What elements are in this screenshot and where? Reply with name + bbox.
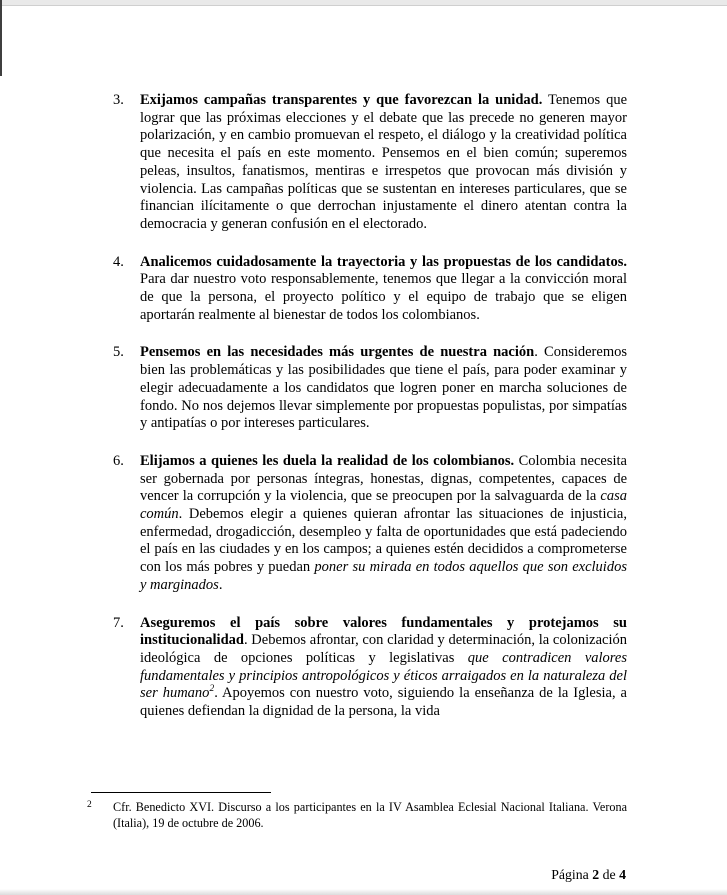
numbered-list bbox=[113, 92, 627, 741]
item-number: 4. bbox=[113, 253, 124, 270]
text-segment: . Consideremos bien las problemáticas y las posibilidades que tiene el país, para poder examinar y elegir adecuadamente a los candidatos que logren poner en marcha soluciones de fondo. No nos dejemos llevar simplemente por propuestas populistas, por simpatías y antipatías o por intereses particulares. bbox=[140, 344, 627, 432]
item-number: 5. bbox=[113, 344, 124, 361]
text-segment: 2 bbox=[209, 684, 215, 695]
list-item bbox=[113, 344, 627, 433]
item-text bbox=[140, 453, 627, 595]
text-segment: que contradicen valores fundamentales y principios antropológicos y éticos arraigados en la naturaleza del ser humano bbox=[140, 649, 627, 702]
footer-prefix: Página bbox=[551, 867, 589, 882]
window-edge-mark bbox=[0, 0, 2, 76]
item-text bbox=[140, 92, 627, 234]
text-segment: . Debemos afrontar, con claridad y determinación, la colonización ideológica de opciones políticas y legislativas bbox=[140, 632, 627, 666]
text-segment: . bbox=[218, 576, 223, 593]
text-segment: Tenemos que lograr que las próximas elecciones y el debate que las precede no generen mayor polarización, y en cambio promuevan el respeto, el diálogo y la creatividad política que necesita el país en este momento. Pensemos en el bien común; superemos peleas, insultos, fanatismos, mentiras e irrespetos que provocan más división y violencia. Las campañas políticas que se sustentan en intereses particulares, que se financian ilícitamente o que derrochan injustamente el dinero atentan contra la democracia y generan confusión en el electorado. bbox=[140, 92, 628, 232]
list-item bbox=[113, 615, 627, 721]
footnote-text: Cfr. Benedicto XVI. Discurso a los participantes en la IV Asamblea Eclesial Nacional Italiana. Verona (Italia), 19 de octubre de 2006. bbox=[113, 800, 627, 831]
text-segment: poner su mirada en todos aquellos que son excluidos y marginados bbox=[140, 559, 627, 593]
list-item bbox=[113, 453, 627, 595]
footer-separator: de bbox=[602, 867, 616, 882]
text-segment: Exijamos campañas transparentes y que favorezcan la unidad. bbox=[140, 92, 543, 108]
page-number-footer bbox=[551, 866, 626, 883]
list-item bbox=[113, 254, 627, 325]
item-number: 6. bbox=[113, 452, 124, 469]
text-segment: Elijamos a quienes les duela la realidad de los colombianos. bbox=[140, 452, 515, 469]
text-segment: Colombia necesita ser gobernada por personas íntegras, honestas, dignas, competentes, capaces de vencer la corrupción y la violencia, que se preocupen por la salvaguarda de la bbox=[140, 452, 627, 505]
page-bottom-shadow bbox=[0, 889, 727, 895]
footer-current-page: 2 bbox=[592, 867, 600, 882]
text-segment: Para dar nuestro voto responsablemente, tenemos que llegar a la convicción moral de que la persona, el proyecto político y el equipo de trabajo que se eligen aportarán realmente al bienestar de todos los colombianos. bbox=[140, 271, 627, 323]
footnote bbox=[87, 799, 627, 832]
item-text bbox=[140, 254, 627, 325]
footnote-marker: 2 bbox=[87, 800, 92, 810]
text-segment: Pensemos en las necesidades más urgentes de nuestra nación bbox=[140, 344, 535, 361]
text-segment: . Apoyemos con nuestro voto, siguiendo la enseñanza de la Iglesia, a quienes defiendan la dignidad de la persona, la vida bbox=[140, 685, 627, 720]
text-segment: Aseguremos el país sobre valores fundamentales y protejamos su institucionalidad bbox=[140, 614, 627, 649]
item-number: 3. bbox=[113, 92, 124, 108]
list-item bbox=[113, 92, 627, 234]
text-segment: Analicemos cuidadosamente la trayectoria y las propuestas de los candidatos. bbox=[140, 253, 627, 270]
item-number: 7. bbox=[113, 614, 124, 631]
viewer-top-bar bbox=[0, 0, 727, 6]
footnote-separator bbox=[91, 792, 271, 793]
text-segment: casa común bbox=[140, 488, 627, 523]
item-text bbox=[140, 615, 627, 721]
footer-total-pages: 4 bbox=[619, 867, 626, 882]
text-segment: . Debemos elegir a quienes quieran afrontar las situaciones de injusticia, enfermedad, drogadicción, desempleo y falta de oportunidades que está padeciendo el país en las ciudades y en los campos; a quienes estén decididos a comprometerse con los más pobres y puedan bbox=[140, 506, 627, 576]
item-text bbox=[140, 344, 627, 433]
